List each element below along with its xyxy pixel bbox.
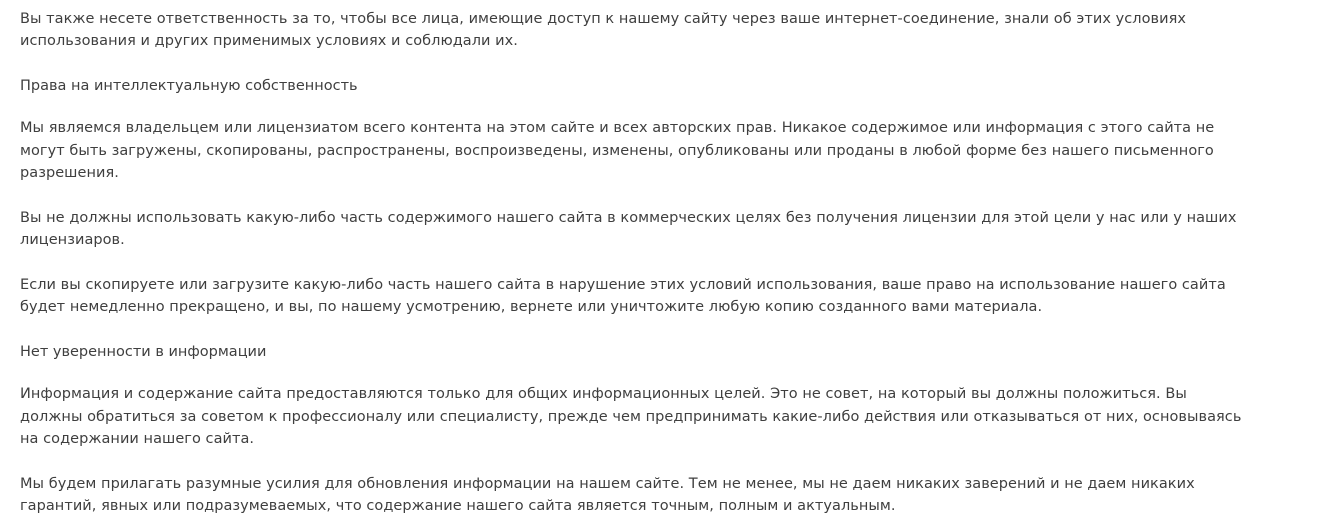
section-heading-intellectual-property: Права на интеллектуальную собственность bbox=[20, 77, 358, 94]
paragraph-general-information: Информация и содержание сайта предоставляются только для общих информационных целей. Это не совет, на который вы должны положиться. Вы должны обратиться за советом к профессионалу или специалисту, прежде чем предпринимать какие-либо действия или отказываться от них, основываясь на содержании нашего сайта. bbox=[20, 386, 1242, 448]
section-heading-no-reliance-on-information: Нет уверенности в информации bbox=[20, 343, 267, 360]
paragraph-commercial-use: Вы не должны использовать какую-либо часть содержимого нашего сайта в коммерческих целях без получения лицензии для этой цели у нас или у наших лицензиаров. bbox=[20, 209, 1237, 249]
paragraph-ownership: Мы являемся владельцем или лицензиатом всего контента на этом сайте и всех авторских прав. Никакое содержимое или информация с этого сайта не могут быть загружены, скопированы, распространены, воспроизведены, изменены, опубликованы или проданы в любой форме без нашего письменного разрешения. bbox=[20, 120, 1215, 182]
paragraph-breach-consequences: Если вы скопируете или загрузите какую-либо часть нашего сайта в нарушение этих условий использования, ваше право на использование нашего сайта будет немедленно прекращено, и вы, по нашему усмотрению, вернете или уничтожите любую копию созданного вами материала. bbox=[20, 276, 1226, 316]
paragraph-no-warranty: Мы будем прилагать разумные усилия для обновления информации на нашем сайте. Тем не менее, мы не даем никаких заверений и не даем никаких гарантий, явных или подразумеваемых, что содержание нашего сайта является точным, полным и актуальным. bbox=[20, 475, 1195, 515]
paragraph-responsibility: Вы также несете ответственность за то, чтобы все лица, имеющие доступ к нашему сайту через ваше интернет-соединение, знали об этих условиях использования и других применимых условиях и соблюдали их. bbox=[20, 11, 1186, 50]
